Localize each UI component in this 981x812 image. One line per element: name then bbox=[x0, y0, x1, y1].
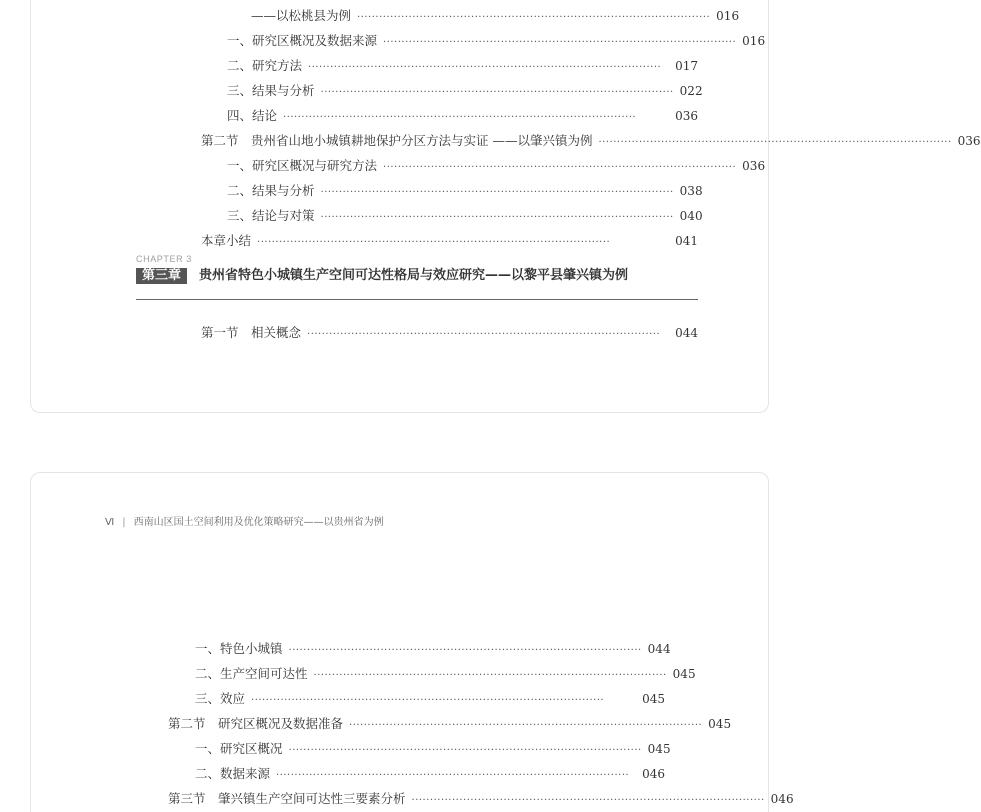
toc-entry: 二、数据来源 ································································································ 046 bbox=[195, 766, 665, 784]
header-separator: | bbox=[122, 517, 126, 528]
page-numeral: Ⅵ bbox=[105, 517, 115, 528]
leader-dots: ································································································ bbox=[288, 745, 642, 756]
leader-dots: ································································································ bbox=[276, 770, 630, 781]
book-title: 西南山区国土空间利用及优化策略研究 bbox=[133, 517, 304, 528]
toc-entry: 四、结论 ································································································ 036 bbox=[227, 108, 698, 126]
leader-dots: ································································································ bbox=[357, 12, 711, 23]
leader-dots: ································································································ bbox=[349, 720, 703, 731]
leader-dots: ································································································ bbox=[320, 87, 674, 98]
toc-section-entry: 第三节 肇兴镇生产空间可达性三要素分析 ································································································ 046 bbox=[168, 791, 665, 809]
leader-dots: ································································································ bbox=[320, 187, 674, 198]
leader-dots: ································································································ bbox=[251, 695, 605, 706]
toc-entry: 二、结果与分析 ································································································ 038 bbox=[227, 183, 698, 201]
book-subtitle: ——以贵州省为例 bbox=[303, 517, 384, 528]
chapter-divider bbox=[136, 299, 698, 300]
leader-dots: ································································································ bbox=[307, 329, 661, 340]
toc-entry: 一、研究区概况及数据来源 ································································································ 016 bbox=[227, 33, 698, 51]
chapter-badge: 第三章 bbox=[136, 268, 187, 284]
toc-entry: 一、研究区概况与研究方法 ································································································ 036 bbox=[227, 158, 698, 176]
running-header bbox=[105, 513, 384, 528]
leader-dots: ································································································ bbox=[308, 62, 662, 73]
toc-page-upper bbox=[30, 0, 981, 413]
toc-page-lower bbox=[30, 472, 794, 812]
leader-dots: ································································································ bbox=[383, 37, 737, 48]
toc-section-entry: 第二节 贵州省山地小城镇耕地保护分区方法与实证 ——以肇兴镇为例 ································································································ 036 bbox=[201, 133, 698, 151]
toc-entry: 二、研究方法 ································································································ 017 bbox=[227, 58, 698, 76]
toc-section-entry: 第一节 相关概念 ································································································ 044 bbox=[201, 325, 698, 343]
leader-dots: ································································································ bbox=[598, 137, 952, 148]
chapter-number-label: CHAPTER 3 bbox=[136, 254, 192, 264]
toc-entry: 一、特色小城镇 ································································································ 044 bbox=[195, 641, 665, 659]
toc-entry: 二、生产空间可达性 ································································································ 045 bbox=[195, 666, 665, 684]
toc-entry: 三、结果与分析 ································································································ 022 bbox=[227, 83, 698, 101]
toc-entry: 三、效应 ································································································ 045 bbox=[195, 691, 665, 709]
leader-dots: ································································································ bbox=[257, 237, 611, 248]
leader-dots: ································································································ bbox=[320, 212, 674, 223]
leader-dots: ································································································ bbox=[411, 795, 765, 806]
toc-entry: 一、研究区概况 ································································································ 045 bbox=[195, 741, 665, 759]
toc-section-entry: 本章小结 ································································································ 041 bbox=[201, 233, 698, 251]
leader-dots: ································································································ bbox=[288, 645, 642, 656]
toc-entry: 三、结论与对策 ································································································ 040 bbox=[227, 208, 698, 226]
toc-section-entry: 第二节 研究区概况及数据准备 ································································································ 045 bbox=[168, 716, 665, 734]
toc-entry: ——以松桃县为例 ································································································ 016 bbox=[251, 8, 698, 26]
leader-dots: ································································································ bbox=[313, 670, 667, 681]
leader-dots: ································································································ bbox=[283, 112, 637, 123]
leader-dots: ································································································ bbox=[383, 162, 737, 173]
chapter-title: 贵州省特色小城镇生产空间可达性格局与效应研究——以黎平县肇兴镇为例 bbox=[199, 268, 629, 283]
